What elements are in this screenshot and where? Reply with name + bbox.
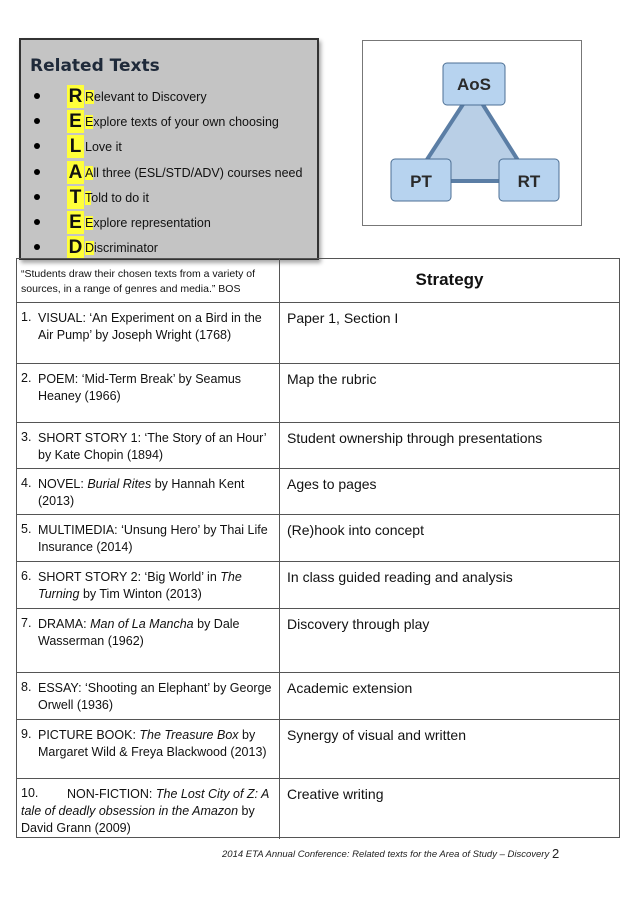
table-row: [17, 778, 619, 839]
row-text: [38, 727, 276, 761]
text-cell: [17, 469, 280, 514]
strategy-cell: [280, 779, 619, 839]
strategy-cell: [280, 515, 619, 561]
row-text-title: The Treasure Box: [139, 728, 239, 742]
acronym-text: [85, 115, 279, 129]
row-text-post: by Margaret Wild & Freya Blackwood (2013): [38, 728, 267, 759]
row-text-post: by Hannah Kent (2013): [38, 477, 245, 508]
strategy-cell: [280, 562, 619, 608]
row-text: [38, 680, 276, 714]
acronym-rest: iscriminator: [94, 241, 158, 256]
strategy-text: Creative writing: [287, 786, 384, 802]
row-text: [38, 476, 276, 510]
table-row: [17, 468, 619, 514]
text-cell: [17, 364, 280, 422]
strategy-text: Discovery through play: [287, 616, 430, 632]
strategy-cell: [280, 469, 619, 514]
row-text-main: SHORT STORY 1: ‘The Story of an Hour’ by Kate Chopin (1894): [38, 431, 267, 462]
acronym-text: [85, 140, 122, 154]
row-text-post: by Dale Wasserman (1962): [38, 617, 240, 648]
acronym-rest: elevant to Discovery: [94, 90, 207, 104]
acronym-item: [21, 235, 317, 260]
row-text: [38, 430, 276, 464]
rt-label: RT: [517, 172, 541, 191]
strategy-cell: [280, 720, 619, 778]
page-footer: 2014 ETA Annual Conference: Related texts for the Area of Study – Discovery: [222, 849, 550, 860]
acronym-highlight: D: [85, 241, 95, 256]
strategy-header: Strategy: [415, 270, 484, 289]
row-text: [38, 569, 276, 603]
row-number: 4.: [21, 476, 32, 490]
text-cell: [17, 515, 280, 561]
table-row: [17, 514, 619, 561]
acronym-rest: old to do it: [91, 190, 149, 205]
row-text: [38, 371, 276, 405]
aos-label: AoS: [457, 75, 491, 94]
text-cell: [17, 562, 280, 608]
acronym-rest: xplore representation: [93, 215, 211, 230]
acronym-rest: xplore texts of your own choosing: [93, 115, 279, 130]
strategy-cell: [280, 364, 619, 422]
acronym-highlight: R: [85, 90, 95, 104]
text-cell: [17, 423, 280, 468]
strategy-cell: [280, 609, 619, 672]
strategy-cell: [280, 303, 619, 363]
strategy-text: Paper 1, Section I: [287, 310, 399, 326]
table-row: [17, 363, 619, 422]
row-text-title: Man of La Mancha: [90, 617, 194, 631]
bullet-icon: [34, 194, 40, 200]
acronym-item: [21, 210, 317, 235]
table-header-row: [17, 259, 619, 302]
row-text: [38, 522, 276, 556]
table-row: [17, 608, 619, 672]
strategy-text: Ages to pages: [287, 476, 377, 492]
strategy-text: Student ownership through presentations: [287, 430, 543, 446]
table-row: [17, 672, 619, 719]
table-row: [17, 302, 619, 363]
acronym-item: [21, 185, 317, 210]
row-number: 10.: [21, 786, 39, 800]
header-left-cell: [17, 259, 280, 302]
acronym-letter: E: [67, 211, 84, 234]
acronym-letter: A: [68, 161, 83, 183]
aos-triangle-diagram: [362, 40, 582, 226]
acronym-text: [85, 90, 207, 104]
row-text: [21, 786, 276, 837]
acronym-item: [21, 109, 317, 134]
acronym-text: [85, 166, 302, 180]
row-text-main: ESSAY: ‘Shooting an Elephant’ by George Orwell (1936): [38, 681, 272, 712]
bullet-icon: [34, 118, 40, 124]
table-row: [17, 561, 619, 608]
row-text: [38, 310, 276, 344]
triangle-diagram-svg: [363, 41, 583, 227]
acronym-letter: E: [67, 110, 84, 133]
bullet-icon: [34, 93, 40, 99]
acronym-text: [85, 216, 211, 230]
pt-label: PT: [410, 172, 432, 191]
acronym-highlight: E: [85, 115, 94, 130]
acronym-highlight: E: [85, 215, 94, 230]
row-number: 3.: [21, 430, 32, 444]
strategy-text: In class guided reading and analysis: [287, 569, 513, 585]
row-text-title: Burial Rites: [87, 477, 152, 491]
strategy-cell: [280, 673, 619, 719]
text-cell: [17, 609, 280, 672]
row-text-post: by Tim Winton (2013): [79, 587, 202, 601]
acronym-item: [21, 160, 317, 185]
acronym-list: [21, 84, 317, 260]
related-texts-table: [16, 258, 620, 838]
strategy-cell: [280, 423, 619, 468]
bos-quote: “Students draw their chosen texts from a variety of sources, in a range of genres and media.” BOS: [21, 268, 256, 295]
strategy-text: (Re)hook into concept: [287, 522, 424, 538]
row-text-main: MULTIMEDIA: ‘Unsung Hero’ by Thai Life Insurance (2014): [38, 523, 268, 554]
row-number: 8.: [21, 680, 32, 694]
row-number: 1.: [21, 310, 32, 324]
row-text-main: POEM: ‘Mid-Term Break’ by Seamus Heaney (1966): [38, 372, 242, 403]
row-number: 9.: [21, 727, 32, 741]
text-cell: [17, 673, 280, 719]
text-cell: [17, 779, 280, 839]
acronym-letter: L: [67, 135, 84, 158]
page-number: 2: [552, 846, 560, 861]
text-cell: [17, 303, 280, 363]
related-texts-box: [19, 38, 319, 260]
acronym-text: [85, 191, 149, 205]
acronym-highlight: T: [85, 190, 92, 205]
related-texts-title: Related Texts: [30, 56, 160, 76]
row-text-title: The Turning: [38, 570, 242, 601]
row-text-pre: NOVEL:: [38, 477, 88, 491]
row-text-pre: PICTURE BOOK:: [38, 728, 140, 742]
acronym-rest: Love it: [85, 140, 122, 155]
row-number: 2.: [21, 371, 32, 385]
acronym-letter: D: [68, 237, 83, 259]
strategy-text: Academic extension: [287, 680, 413, 696]
acronym-item: [21, 84, 317, 109]
row-text-pre: SHORT STORY 2: ‘Big World’ in: [38, 570, 221, 584]
table-row: [17, 719, 619, 778]
acronym-highlight: A: [85, 165, 94, 180]
row-text-main: VISUAL: ‘An Experiment on a Bird in the Air Pump’ by Joseph Wright (1768): [38, 311, 262, 342]
strategy-text: Map the rubric: [287, 371, 377, 387]
row-number: 6.: [21, 569, 32, 583]
bullet-icon: [34, 169, 40, 175]
acronym-letter: R: [68, 86, 83, 107]
acronym-letter: T: [67, 186, 84, 209]
acronym-text: [85, 241, 158, 255]
table-row: [17, 422, 619, 468]
row-text-pre: NON-FICTION:: [67, 787, 156, 801]
acronym-rest: ll three (ESL/STD/ADV) courses need: [93, 165, 303, 180]
bullet-icon: [34, 244, 40, 250]
text-cell: [17, 720, 280, 778]
row-number: 7.: [21, 616, 32, 630]
bullet-icon: [34, 219, 40, 225]
row-number: 5.: [21, 522, 32, 536]
header-right-cell: [280, 259, 619, 302]
row-text-post: by David Grann (2009): [21, 804, 255, 835]
row-text-title: The Lost City of Z: A tale of deadly obsession in the Amazon: [21, 787, 269, 818]
row-text-pre: DRAMA:: [38, 617, 91, 631]
strategy-text: Synergy of visual and written: [287, 727, 466, 743]
acronym-item: [21, 134, 317, 159]
bullet-icon: [34, 143, 40, 149]
row-text: [38, 616, 276, 650]
